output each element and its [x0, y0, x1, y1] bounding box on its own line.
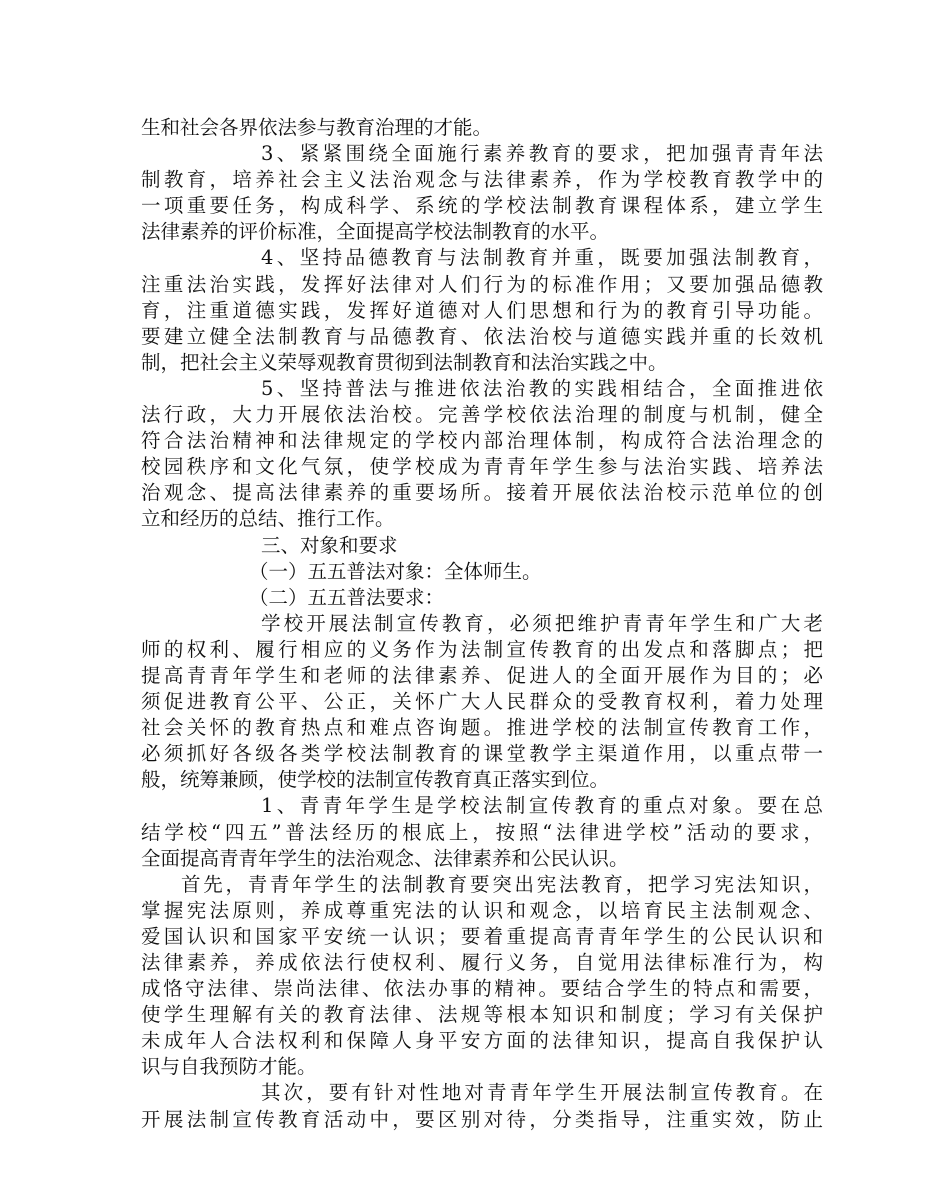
text-line: 提高青青年学生和老师的法律素养、促进人的全面开展作为目的；必 [141, 663, 823, 687]
text-line: （二）五五普法要求： [249, 585, 445, 609]
text-line: 师的权利、履行相应的义务作为法制宣传教育的出发点和落脚点；把 [141, 637, 823, 661]
text-line: 其次，要有针对性地对青青年学生开展法制宣传教育。在 [261, 1081, 823, 1105]
text-line: 3、紧紧围绕全面施行素养教育的要求，把加强青青年法 [261, 142, 823, 166]
text-line: 成恪守法律、崇尚法律、依法办事的精神。要结合学生的特点和需要， [141, 977, 823, 1001]
text-line: 般，统筹兼顾，使学校的法制宣传教育真正落实到位。 [141, 768, 610, 792]
text-line: 5、坚持普法与推进依法治教的实践相结合，全面推进依 [261, 376, 823, 400]
text-line: 掌握宪法原则，养成尊重宪法的认识和观念，以培育民主法制观念、 [141, 898, 823, 922]
text-line: 1、青青年学生是学校法制宣传教育的重点对象。要在总 [261, 794, 823, 818]
text-line: 校园秩序和文化气氛，使学校成为青青年学生参与法治实践、培养法 [141, 455, 823, 479]
text-line: 要建立健全法制教育与品德教育、依法治校与道德实践并重的长效机 [141, 324, 823, 348]
text-line: 制教育，培养社会主义法治观念与法律素养，作为学校教育教学中的 [141, 168, 823, 192]
document-body [141, 115, 823, 1133]
text-line: 社会关怀的教育热点和难点咨询题。推进学校的法制宣传教育工作， [141, 716, 823, 740]
text-line: 法律素养的评价标准，全面提高学校法制教育的水平。 [141, 220, 610, 244]
text-line: 结学校“四五”普法经历的根底上，按照“法律进学校”活动的要求， [141, 820, 823, 844]
text-line: 首先，青青年学生的法制教育要突出宪法教育，把学习宪法知识， [181, 872, 823, 896]
text-line: 未成年人合法权利和保障人身平安方面的法律知识，提高自我保护认 [141, 1029, 823, 1053]
text-line: 育，注重道德实践，发挥好道德对人们思想和行为的教育引导功能。 [141, 298, 823, 322]
text-line: 法律素养，养成依法行使权利、履行义务，自觉用法律标准行为，构 [141, 951, 823, 974]
text-line: 治观念、提高法律素养的重要场所。接着开展依法治校示范单位的创 [141, 481, 823, 505]
text-line: （一）五五普法对象：全体师生。 [249, 559, 542, 583]
text-line: 一项重要任务，构成科学、系统的学校法制教育课程体系，建立学生 [141, 194, 823, 218]
text-line: 制，把社会主义荣辱观教育贯彻到法制教育和法治实践之中。 [141, 350, 668, 374]
text-line: 学校开展法制宣传教育，必须把维护青青年学生和广大老 [261, 611, 823, 635]
text-line: 生和社会各界依法参与教育治理的才能。 [141, 116, 493, 139]
text-line: 识与自我预防才能。 [141, 1055, 317, 1079]
text-line: 须促进教育公平、公正，关怀广大人民群众的受教育权利，着力处理 [141, 690, 823, 714]
text-line: 注重法治实践，发挥好法律对人们行为的标准作用；又要加强品德教 [141, 272, 823, 296]
text-line: 4、坚持品德教育与法制教育并重，既要加强法制教育， [261, 246, 823, 270]
text-line: 使学生理解有关的教育法律、法规等根本知识和制度；学习有关保护 [141, 1003, 823, 1027]
text-line: 爱国认识和国家平安统一认识；要着重提高青青年学生的公民认识和 [141, 924, 823, 948]
text-line: 符合法治精神和法律规定的学校内部治理体制，构成符合法治理念的 [141, 429, 823, 453]
text-line: 全面提高青青年学生的法治观念、法律素养和公民认识。 [141, 846, 629, 870]
text-line: 必须抓好各级各类学校法制教育的课堂教学主渠道作用，以重点带一 [141, 742, 823, 766]
text-line: 法行政，大力开展依法治校。完善学校依法治理的制度与机制，健全 [141, 403, 823, 427]
text-line: 开展法制宣传教育活动中，要区别对待，分类指导，注重实效，防止 [141, 1107, 823, 1131]
text-line: 三、对象和要求 [261, 533, 398, 557]
text-line: 立和经历的总结、推行工作。 [141, 507, 395, 531]
